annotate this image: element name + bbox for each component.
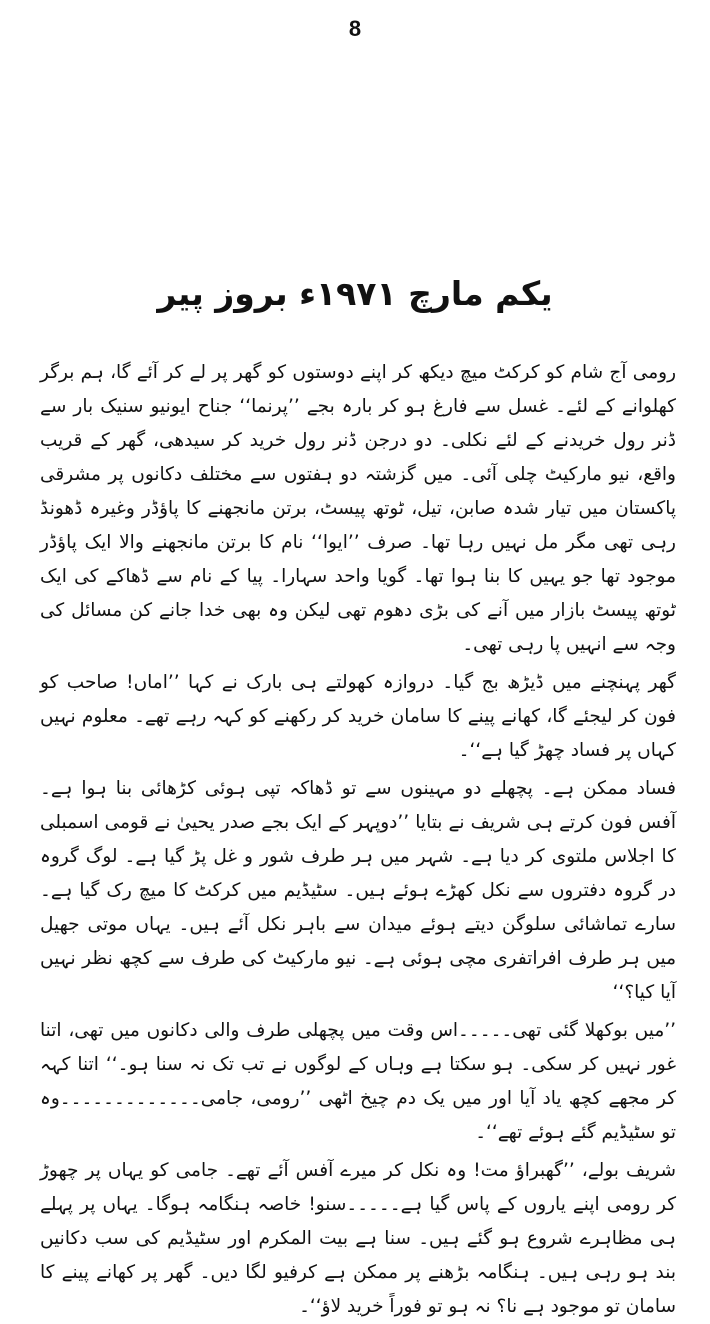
body-text — [40, 356, 676, 1317]
paragraph: فساد ممکن ہے۔ پچھلے دو مہینوں سے تو ڈھاکہ تپی ہوئی کڑھائی بنا ہوا ہے۔ آفس فون کرتے ہی شریف نے بتایا ’’دوپہر کے ایک بجے صدر یحییٰ نے قومی اسمبلی کا اجلاس ملتوی کر دیا ہے۔ شہر میں ہر طرف شور و غل پڑ گیا ہے۔ لوگ گروہ در گروہ دفتروں سے نکل کھڑے ہوئے ہیں۔ سٹیڈیم میں کرکٹ کا میچ رک گیا ہے۔ سارے تماشائی سلوگن دیتے ہوئے میدان سے باہر نکل آئے ہیں۔ یہاں موتی جھیل میں ہر طرف افراتفری مچی ہوئی ہے۔ نیو مارکیٹ کی طرف سے کچھ نظر نہیں آیا کیا؟‘‘ — [40, 778, 676, 1003]
page-number: 8 — [348, 16, 362, 41]
paragraph: رومی آج شام کو کرکٹ میچ دیکھ کر اپنے دوستوں کو گھر پر لے کر آئے گا، ہم برگر کھلوانے کے لئے۔ غسل سے فارغ ہو کر بارہ بجے ’’پرنما‘‘ جناح ایونیو سنیک بار سے ڈنر رول خریدنے کے لئے نکلی۔ دو درجن ڈنر رول خرید کر سیدھی، گھر کے قریب واقع، نیو مارکیٹ چلی آئی۔ میں گزشتہ دو ہفتوں سے مختلف دکانوں پر مشرقی پاکستان میں تیار شدہ صابن، تیل، ٹوتھ پیسٹ، برتن مانجھنے کا پاؤڈر وغیرہ ڈھونڈ رہی تھی مگر مل نہیں رہا تھا۔ صرف ’’ایوا‘‘ نام کا برتن مانجھنے والا ایک پاؤڈر موجود تھا جو یہیں کا بنا ہوا تھا۔ گویا واحد سہارا۔ پیا کے نام سے ڈھاکے کی ایک ٹوتھ پیسٹ بازار میں آنے کی بڑی دھوم تھی لیکن وہ بھی خدا جانے کن مسائل کی وجہ سے انہیں پا رہی تھی۔ — [40, 362, 676, 655]
paragraph: گھر پہنچنے میں ڈیڑھ بج گیا۔ دروازہ کھولتے ہی بارک نے کہا ’’اماں! صاحب کو فون کر لیجئے گا، کھانے پینے کا سامان خرید کر رکھنے کو کہہ رہے تھے۔ معلوم نہیں کہاں پر فساد چھڑ گیا ہے‘‘۔ — [40, 672, 676, 761]
paragraph: شریف بولے، ’’گھبراؤ مت! وہ نکل کر میرے آفس آئے تھے۔ جامی کو یہاں پر چھوڑ کر رومی اپنے یاروں کے پاس گیا ہے۔۔۔۔۔سنو! خاصہ ہنگامہ ہوگا۔ یہاں پر پہلے ہی مظاہرے شروع ہو گئے ہیں۔ سنا ہے بیت المکرم اور سٹیڈیم کی سب دکانیں بند ہو رہی ہیں۔ ہنگامہ بڑھنے پر ممکن ہے کرفیو لگا دیں۔ گھر پر کھانے پینے کا سامان تو موجود ہے نا؟ نہ ہو تو فوراً خرید لاؤ‘‘۔ — [40, 1160, 676, 1317]
paragraph: ’’میں بوکھلا گئی تھی۔۔۔۔۔اس وقت میں پچھلی طرف والی دکانوں میں تھی، اتنا غور نہیں کر سکی۔ ہو سکتا ہے وہاں کے لوگوں نے تب تک نہ سنا ہو۔‘‘ اتنا کہہ کر مجھے کچھ یاد آیا اور میں یک دم چیخ اٹھی ’’رومی، جامی۔۔۔۔۔۔۔۔۔۔۔۔۔وہ تو سٹیڈیم گئے ہوئے تھے‘‘۔ — [40, 1020, 676, 1143]
chapter-heading: یکم مارچ ۱۹۷۱ء بروز پیر — [157, 274, 553, 313]
